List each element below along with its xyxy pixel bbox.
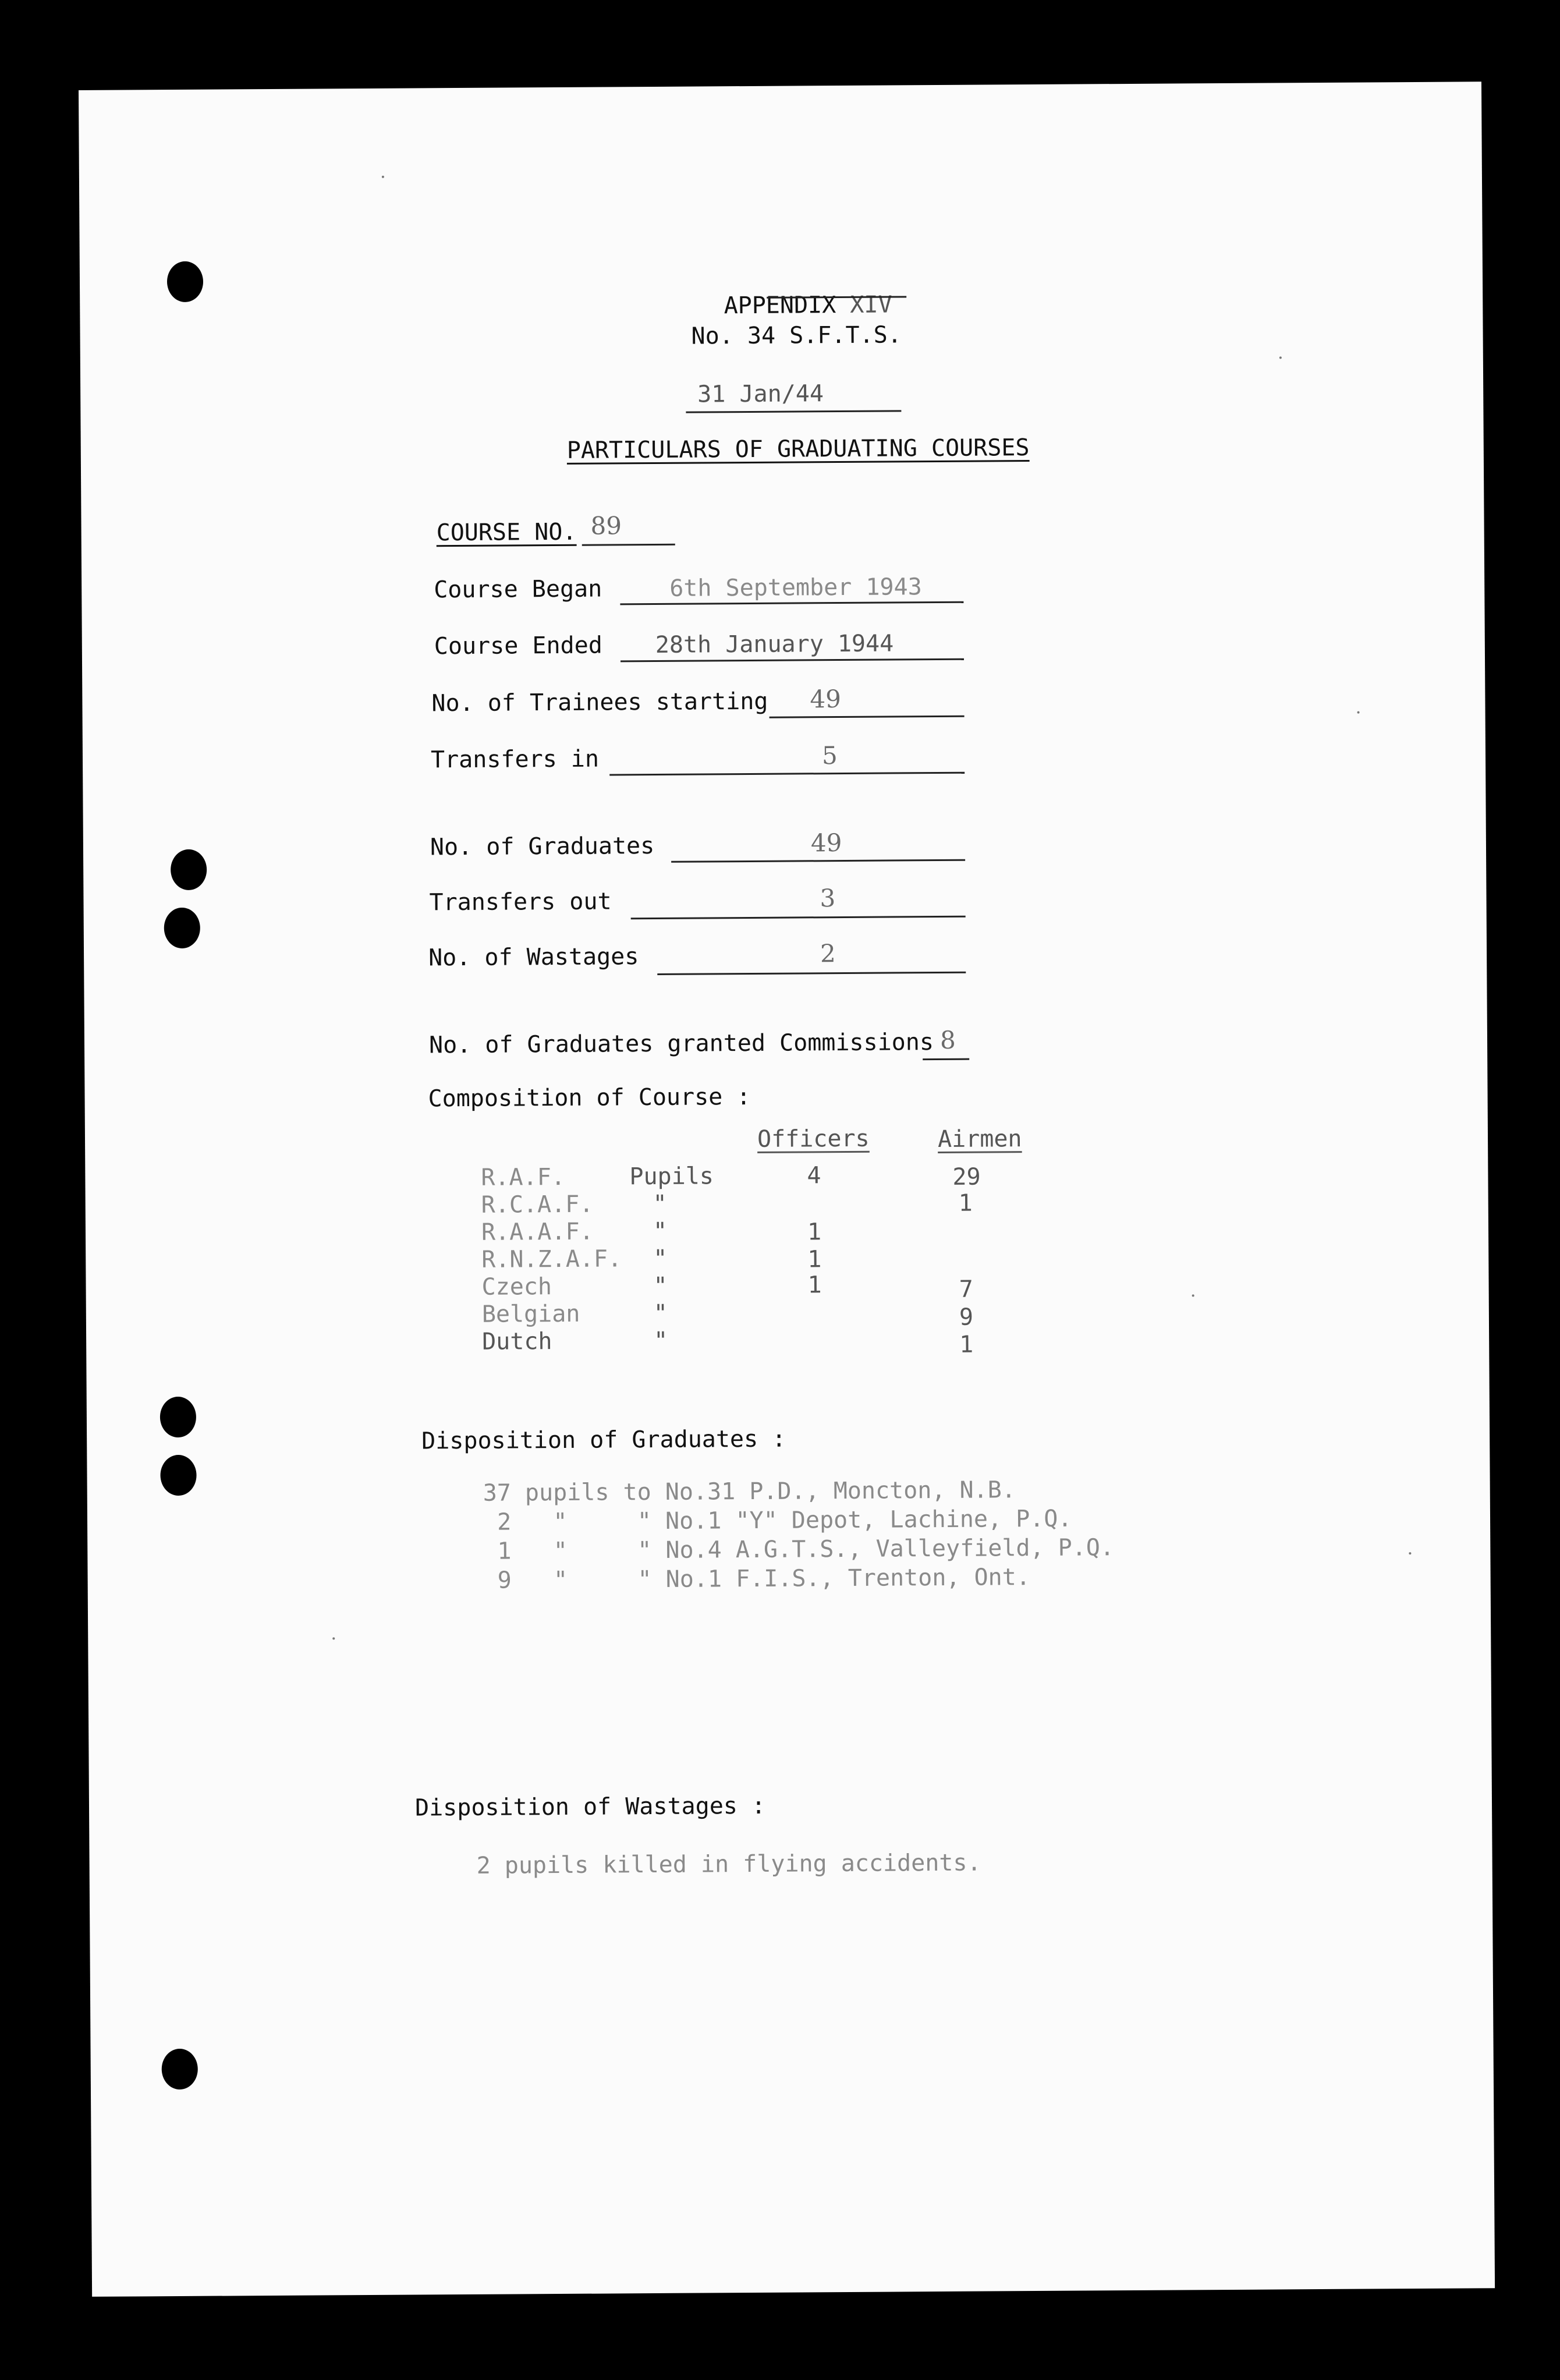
punch-hole	[160, 1455, 196, 1496]
wastages-value: 2	[820, 939, 836, 968]
appendix-heading: APPENDIX XIV	[724, 291, 892, 320]
paper-speck	[382, 176, 384, 178]
transfers-out-value: 3	[820, 884, 836, 913]
wastages-line	[657, 972, 966, 975]
airmen-column-header: Airmen	[937, 1125, 1022, 1153]
commissions-label: No. of Graduates granted Commissions	[428, 1029, 934, 1059]
airmen-count: 7	[959, 1276, 973, 1303]
officers-count: 1	[807, 1272, 822, 1299]
course-number-label: COURSE NO.	[436, 518, 577, 547]
force-name: R.A.F.	[481, 1163, 566, 1191]
paper-speck	[332, 1637, 335, 1639]
graduates-disposition-line: 37 pupils to No.31 P.D., Moncton, N.B.	[483, 1476, 1016, 1507]
course-number-line	[582, 544, 675, 546]
graduates-disposition-line: 2 " " No.1 "Y" Depot, Lachine, P.Q.	[483, 1505, 1072, 1536]
personnel-type: "	[653, 1299, 668, 1327]
course-number-value: 89	[590, 511, 622, 540]
page-title: PARTICULARS OF GRADUATING COURSES	[566, 434, 1030, 464]
graduates-disposition-line: 1 " " No.4 A.G.T.S., Valleyfield, P.Q.	[483, 1534, 1115, 1565]
graduates-disposition-heading: Disposition of Graduates :	[421, 1425, 786, 1455]
commissions-line	[923, 1058, 969, 1060]
punch-hole	[164, 908, 200, 948]
graduates-line	[671, 859, 965, 863]
personnel-type: Pupils	[629, 1163, 714, 1191]
punch-hole	[171, 849, 207, 890]
paper-speck	[1357, 711, 1360, 714]
punch-hole	[167, 261, 203, 302]
personnel-type: "	[653, 1190, 667, 1218]
force-name: R.N.Z.A.F.	[481, 1245, 622, 1273]
airmen-count: 1	[959, 1331, 974, 1358]
officers-count: 1	[807, 1246, 822, 1273]
force-name: Belgian	[481, 1300, 580, 1328]
course-began-label: Course Began	[434, 575, 602, 604]
document-page	[79, 82, 1495, 2297]
graduates-label: No. of Graduates	[430, 832, 655, 861]
trainees-starting-value: 49	[810, 685, 842, 714]
document-date: 31 Jan/44	[697, 380, 824, 408]
unit-designation: No. 34 S.F.T.S.	[691, 321, 902, 350]
airmen-count: 1	[958, 1189, 973, 1217]
trainees-starting-label: No. of Trainees starting	[431, 688, 768, 717]
personnel-type: "	[653, 1327, 668, 1355]
airmen-count: 9	[959, 1304, 974, 1331]
force-name: R.C.A.F.	[481, 1191, 594, 1219]
personnel-type: "	[653, 1272, 668, 1300]
transfers-in-value: 5	[821, 741, 838, 770]
transfers-in-label: Transfers in	[430, 745, 600, 774]
personnel-type: "	[653, 1217, 668, 1245]
paper-speck	[1279, 356, 1282, 359]
commissions-value: 8	[939, 1025, 956, 1054]
force-name: Czech	[481, 1273, 552, 1301]
punch-hole	[160, 1397, 196, 1437]
date-underline	[686, 410, 901, 413]
wastages-disposition-line: 2 pupils killed in flying accidents.	[476, 1849, 981, 1879]
transfers-out-line	[631, 916, 966, 920]
officers-count: 1	[807, 1219, 822, 1246]
paper-speck	[1192, 1294, 1194, 1297]
officers-count: 4	[807, 1162, 821, 1189]
personnel-type: "	[653, 1245, 668, 1273]
transfers-out-label: Transfers out	[429, 888, 612, 916]
trainees-starting-line	[770, 716, 965, 718]
paper-speck	[1409, 1552, 1411, 1554]
officers-column-header: Officers	[757, 1125, 870, 1153]
graduates-value: 49	[810, 828, 842, 858]
punch-hole	[162, 2049, 198, 2089]
course-ended-value: 28th January 1944	[655, 630, 894, 658]
force-name: Dutch	[482, 1328, 552, 1355]
course-ended-label: Course Ended	[434, 632, 602, 660]
wastages-label: No. of Wastages	[428, 943, 639, 972]
wastages-disposition-heading: Disposition of Wastages :	[414, 1792, 766, 1822]
transfers-in-line	[609, 772, 965, 776]
graduates-disposition-line: 9 " " No.1 F.I.S., Trenton, Ont.	[483, 1564, 1030, 1594]
airmen-count: 29	[952, 1163, 981, 1191]
course-began-value: 6th September 1943	[669, 573, 922, 602]
composition-heading: Composition of Course :	[428, 1083, 751, 1113]
force-name: R.A.A.F.	[481, 1218, 594, 1246]
